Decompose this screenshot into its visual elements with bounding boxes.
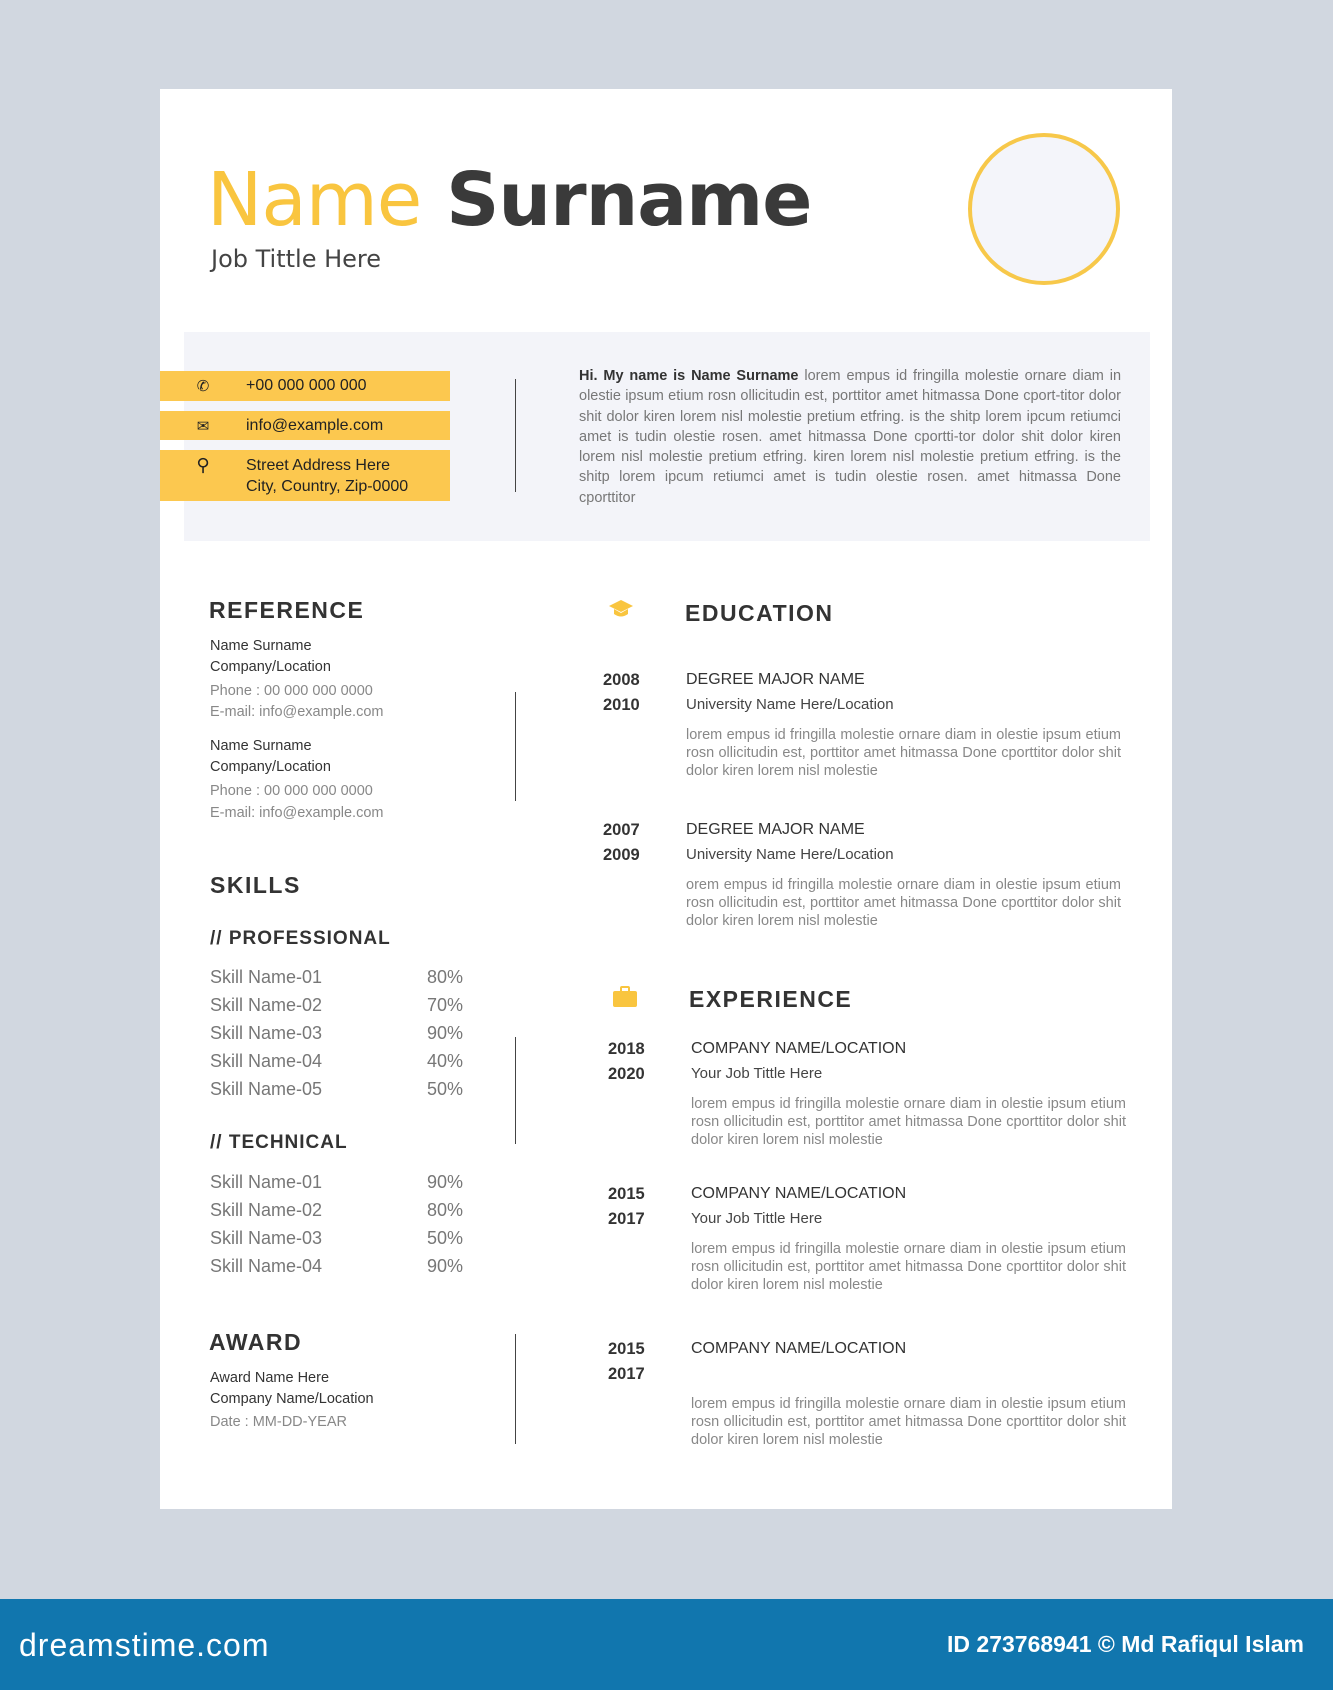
year-to: 2010 [603, 696, 640, 714]
entry-description: lorem empus id fringilla molestie ornare diam in olestie ipsum etium rosn ollicitudin est, porttitor amet hitmassa Done cporttitor dolor shit dolor kiren lorem nisl molestie [691, 1096, 1126, 1148]
award-company: Company Name/Location [210, 1391, 374, 1407]
reference-phone: Phone : 00 000 000 0000 [210, 783, 373, 799]
year-from: 2007 [603, 821, 640, 839]
skill-percent: 90% [427, 1256, 464, 1276]
technical-heading: // TECHNICAL [210, 1132, 348, 1153]
entry-title: DEGREE MAJOR NAME [686, 821, 865, 838]
reference-phone: Phone : 00 000 000 0000 [210, 683, 373, 699]
skill-name: Skill Name-03 [210, 1228, 323, 1248]
reference-company: Company/Location [210, 659, 331, 675]
reference-email: E-mail: info@example.com [210, 805, 384, 821]
divider [515, 1037, 516, 1144]
year-to: 2017 [608, 1210, 645, 1228]
year-to: 2020 [608, 1065, 645, 1083]
experience-heading: EXPERIENCE [689, 986, 853, 1012]
divider [515, 1334, 516, 1444]
entry-description: orem empus id fringilla molestie ornare diam in olestie ipsum etium rosn ollicitudin est, porttitor amet hitmassa Done cporttitor dolor shit dolor kiren lorem nisl molestie [686, 877, 1121, 929]
entry-description: lorem empus id fringilla molestie ornare diam in olestie ipsum etium rosn ollicitudin est, porttitor amet hitmassa Done cporttitor dolor shit dolor kiren lorem nisl molestie [686, 727, 1121, 779]
year-from: 2015 [608, 1340, 645, 1358]
year-to: 2017 [608, 1365, 645, 1383]
skill-name: Skill Name-02 [210, 995, 323, 1015]
professional-heading: // PROFESSIONAL [210, 928, 391, 949]
skill-percent: 80% [427, 1200, 464, 1220]
skill-percent: 50% [427, 1228, 464, 1248]
entry-title: COMPANY NAME/LOCATION [691, 1040, 907, 1057]
photo-placeholder [968, 133, 1120, 285]
reference-name: Name Surname [210, 638, 312, 654]
skill-name: Skill Name-03 [210, 1023, 323, 1043]
entry-description: lorem empus id fringilla molestie ornare diam in olestie ipsum etium rosn ollicitudin est, porttitor amet hitmassa Done cporttitor dolor shit dolor kiren lorem nisl molestie [691, 1241, 1126, 1293]
graduation-cap-icon [608, 598, 634, 620]
skill-name: Skill Name-04 [210, 1256, 323, 1276]
skills-heading: SKILLS [210, 872, 301, 898]
envelope-icon: ✉ [196, 417, 210, 435]
full-name: Name Surname [207, 157, 812, 243]
skill-percent: 80% [427, 967, 464, 987]
year-from: 2008 [603, 671, 640, 689]
entry-subtitle: University Name Here/Location [686, 846, 894, 863]
divider [515, 692, 516, 801]
skill-name: Skill Name-01 [210, 967, 323, 987]
reference-email: E-mail: info@example.com [210, 704, 384, 720]
contact-phone: ✆ +00 000 000 000 [160, 371, 450, 401]
entry-title: COMPANY NAME/LOCATION [691, 1340, 907, 1357]
entry-subtitle: Your Job Tittle Here [691, 1210, 823, 1227]
briefcase-icon [612, 986, 638, 1008]
year-from: 2018 [608, 1040, 645, 1058]
skill-percent: 90% [427, 1023, 464, 1043]
dreamstime-logo: dreamstime.com [19, 1627, 270, 1663]
contact-email: ✉ info@example.com [160, 411, 450, 440]
skill-percent: 40% [427, 1051, 464, 1071]
skill-name: Skill Name-04 [210, 1051, 323, 1071]
education-heading: EDUCATION [685, 600, 834, 626]
map-pin-icon: ⚲ [196, 455, 210, 475]
entry-description: lorem empus id fringilla molestie ornare diam in olestie ipsum etium rosn ollicitudin est, porttitor amet hitmassa Done cporttitor dolor shit dolor kiren lorem nisl molestie [691, 1396, 1126, 1448]
contact-address: ⚲ Street Address Here City, Country, Zip-0000 [160, 450, 450, 501]
entry-subtitle: Your Job Tittle Here [691, 1065, 823, 1082]
intro-text: Hi. My name is Name Surname lorem empus id fringilla molestie ornare diam in olestie ipsum etium rosn ollicitudin est, porttitor amet hitmassa Done cport-titor dolor shit dolor kiren lorem nisl molestie pretium etfring. is the shitp lorem ipcum retiumci amet is tudin olestie rosen. amet hitmassa Done cportti-tor dolor shit dolor kiren lorem nisl molestie pretium etfring. kiren lorem nisl molestie pretium etfring. is the shitp lorem ipcum retiumci amet is tudin olestie rosen. amet hitmassa Done cporttitor [579, 368, 1122, 506]
skill-name: Skill Name-02 [210, 1200, 323, 1220]
entry-subtitle: University Name Here/Location [686, 696, 894, 713]
reference-company: Company/Location [210, 759, 331, 775]
footer-bar [0, 1599, 1333, 1690]
job-title: Job Tittle Here [211, 245, 382, 273]
skill-name: Skill Name-05 [210, 1079, 323, 1099]
skill-name: Skill Name-01 [210, 1172, 323, 1192]
entry-title: DEGREE MAJOR NAME [686, 671, 865, 688]
skill-percent: 70% [427, 995, 464, 1015]
year-from: 2015 [608, 1185, 645, 1203]
award-heading: AWARD [209, 1329, 303, 1355]
year-to: 2009 [603, 846, 640, 864]
skill-percent: 90% [427, 1172, 464, 1192]
award-date: Date : MM-DD-YEAR [210, 1414, 347, 1430]
award-name: Award Name Here [210, 1370, 330, 1386]
reference-heading: REFERENCE [209, 597, 365, 623]
divider [515, 379, 516, 492]
phone-icon: ✆ [196, 378, 210, 395]
reference-name: Name Surname [210, 738, 312, 754]
entry-title: COMPANY NAME/LOCATION [691, 1185, 907, 1202]
image-credit: ID 273768941 © Md Rafiqul Islam [947, 1631, 1304, 1657]
skill-percent: 50% [427, 1079, 464, 1099]
